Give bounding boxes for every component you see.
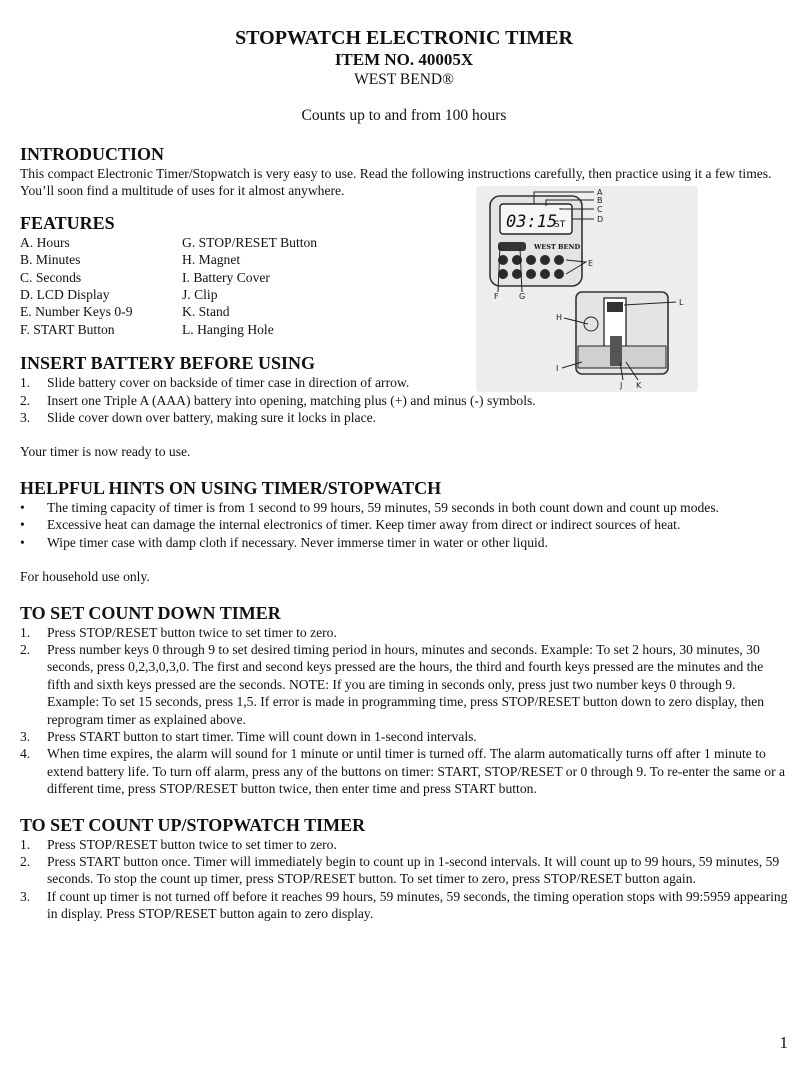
hanging-hole [607, 302, 623, 312]
callout-c: C [597, 205, 603, 214]
introduction-heading: INTRODUCTION [20, 144, 165, 164]
feature-item: B. Minutes [20, 252, 81, 268]
number-key [554, 255, 564, 265]
lcd-time: 03:15 [506, 212, 558, 232]
brand-name: WEST BEND® [354, 71, 454, 88]
callout-h: H [556, 313, 563, 322]
number-key [554, 269, 564, 279]
step-number: 2. [20, 853, 31, 869]
list-item [20, 534, 788, 551]
number-key [526, 255, 536, 265]
step-number: 3. [20, 410, 31, 426]
list-item [20, 409, 788, 426]
countdown-steps [20, 624, 788, 798]
tagline: Counts up to and from 100 hours [301, 107, 507, 124]
step-number: 1. [20, 624, 31, 640]
feature-item: E. Number Keys 0-9 [20, 304, 133, 320]
feature-item: G. STOP/RESET Button [182, 234, 318, 250]
feature-item: C. Seconds [20, 269, 82, 285]
callout-a: A [597, 188, 603, 197]
page-number: 1 [779, 1033, 788, 1052]
hints-list [20, 499, 788, 551]
feature-item: F. START Button [20, 321, 115, 337]
step-number: 3. [20, 728, 31, 744]
list-item [20, 836, 788, 853]
bullet: • [20, 534, 25, 550]
step-number: 2. [20, 392, 31, 408]
step-text: Insert one Triple A (AAA) battery into opening, matching plus (+) and minus (-) symbols. [47, 392, 536, 408]
feature-item: L. Hanging Hole [182, 321, 274, 337]
step-text: When time expires, the alarm will sound for 1 minute or until timer is turned off. The alarm automatically turns off after 1 minute to extend battery life. To turn off alarm, press any of the buttons on timer: START, STOP/RESET or 0 through 9. To re-enter the same or a different time, press STOP/RESET button twice, then enter time and press START button. [47, 746, 786, 797]
feature-item: D. LCD Display [20, 287, 110, 303]
brand-label: WEST BEND [534, 243, 581, 251]
number-key [540, 255, 550, 265]
hint-text: Wipe timer case with damp cloth if necessary. Never immerse timer in water or other liquid. [47, 534, 548, 550]
item-number: ITEM NO. 40005X [334, 50, 474, 69]
step-number: 3. [20, 888, 31, 904]
callout-e: E [588, 259, 594, 268]
callout-l: L [679, 298, 684, 307]
number-key [540, 269, 550, 279]
hint-text: Excessive heat can damage the internal electronics of timer. Keep timer away from direct or indirect sources of heat. [47, 517, 681, 533]
stand [610, 336, 622, 366]
hint-text: The timing capacity of timer is from 1 second to 99 hours, 59 minutes, 59 seconds in both count down and count up modes. [47, 499, 720, 515]
feature-item: A. Hours [20, 234, 70, 250]
battery-heading: INSERT BATTERY BEFORE USING [20, 353, 315, 374]
feature-item: K. Stand [182, 304, 230, 320]
step-text: Press number keys 0 through 9 to set desired timing period in hours, minutes and seconds. Example: To set 2 hours, 30 minutes, 30 seconds, press 0,2,3,0,3,0. The first and second keys pressed are the hours, the third and fourth keys pressed are the minutes and the fifth and sixth keys pressed are the seconds. NOTE: If you are timing in seconds only, press just two number keys 0 through 9. Example: To set 15 seconds, press 1,5. If error is made in programming time, press STOP/RESET button down to zero display, then reprogram timer as explained above. [47, 641, 765, 727]
step-number: 1. [20, 375, 31, 391]
callout-j: J [620, 381, 623, 390]
step-text: Press STOP/RESET button twice to set timer to zero. [47, 836, 337, 852]
countup-steps [20, 836, 788, 923]
bullet: • [20, 517, 25, 533]
timer-illustration [476, 186, 698, 392]
feature-item: J. Clip [182, 287, 218, 303]
hints-heading: HELPFUL HINTS ON USING TIMER/STOPWATCH [20, 477, 442, 498]
list-item [20, 853, 788, 888]
introduction-text: This compact Electronic Timer/Stopwatch is very easy to use. Read the following instructions carefully, then practice using it a few times. You’ll soon find a multitude of uses for it almost anywhere. [20, 166, 772, 199]
start-stop-keys [498, 242, 526, 251]
feature-item: H. Magnet [182, 252, 241, 268]
callout-d: D [597, 215, 604, 224]
callout-f: F [494, 292, 499, 301]
callout-b: B [597, 196, 603, 205]
step-text: Press START button to start timer. Time will count down in 1-second intervals. [47, 728, 477, 744]
step-text: Press STOP/RESET button twice to set timer to zero. [47, 624, 337, 640]
lcd-suffix: ST [554, 220, 566, 230]
number-key [498, 269, 508, 279]
callout-i: I [556, 364, 559, 373]
document-title: STOPWATCH ELECTRONIC TIMER [235, 27, 573, 49]
number-key [512, 269, 522, 279]
list-item [20, 888, 788, 923]
countdown-heading: TO SET COUNT DOWN TIMER [20, 602, 281, 623]
step-number: 2. [20, 641, 31, 657]
household-note: For household use only. [20, 569, 150, 585]
list-item [20, 624, 788, 641]
step-text: Press START button once. Timer will immediately begin to count up in 1-second intervals. It will count up to 99 hours, 59 minutes, 59 seconds. To stop the count up timer, press STOP/RESET button. To set timer to zero, press STOP/RESET button again. [47, 853, 780, 887]
step-number: 1. [20, 836, 31, 852]
countup-heading: TO SET COUNT UP/STOPWATCH TIMER [20, 814, 366, 835]
step-text: Slide battery cover on backside of timer case in direction of arrow. [47, 375, 410, 391]
feature-item: I. Battery Cover [182, 269, 270, 285]
list-item [20, 392, 788, 409]
step-text: Slide cover down over battery, making sure it locks in place. [47, 410, 377, 426]
list-item [20, 728, 788, 745]
step-text: If count up timer is not turned off before it reaches 99 hours, 59 minutes, 59 seconds, the timing operation stops with 99:5959 appearing in display. Press STOP/RESET button again to zero display. [47, 888, 788, 922]
number-key [526, 269, 536, 279]
features-heading: FEATURES [20, 212, 115, 233]
callout-g: G [519, 292, 526, 301]
ready-text: Your timer is now ready to use. [20, 444, 191, 460]
list-item [20, 499, 788, 516]
manual-page [20, 26, 788, 923]
step-number: 4. [20, 746, 31, 762]
list-item [20, 641, 788, 728]
list-item [20, 516, 788, 533]
list-item [20, 745, 788, 797]
bullet: • [20, 499, 25, 515]
callout-k: K [636, 381, 642, 390]
timer-diagram-svg [476, 186, 698, 392]
